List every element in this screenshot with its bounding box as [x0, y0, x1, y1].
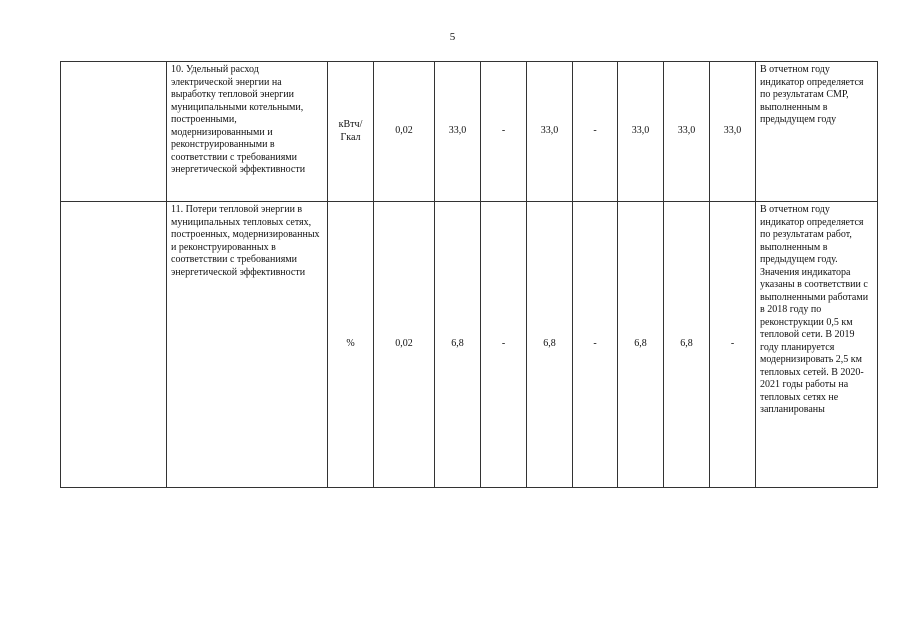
table-row	[61, 62, 878, 202]
indicators-table	[60, 61, 878, 488]
value-cell: 0,02	[374, 62, 435, 202]
table-row	[61, 202, 878, 488]
value-cell: 6,8	[435, 202, 481, 488]
value-cell: -	[573, 62, 618, 202]
value-cell: 33,0	[710, 62, 756, 202]
value-cell: 33,0	[664, 62, 710, 202]
indicator-name: 10. Удельный расход электрической энергии на выработку тепловой энергии муниципальными котельными, построенными, модернизированными и реконструированными в соответствии с требованиями энергетической эффективности	[167, 62, 328, 202]
value-cell: 6,8	[618, 202, 664, 488]
note-cell: В отчетном году индикатор определяется по результатам работ, выполненным в предыдущем году. Значения индикатора указаны в соответствии с выполненными работами в 2018 году по реконструкции 0,5 км тепловой сети. В 2019 году планируется модернизировать 2,5 км тепловых сетей. В 2020-2021 годы работы на тепловых сетях не запланированы	[756, 202, 878, 488]
unit-cell: кВтч/ Гкал	[328, 62, 374, 202]
value-cell: 33,0	[435, 62, 481, 202]
note-cell: В отчетном году индикатор определяется по результатам СМР, выполненным в предыдущем году	[756, 62, 878, 202]
value-cell: 6,8	[664, 202, 710, 488]
value-cell: -	[573, 202, 618, 488]
value-cell: -	[481, 202, 527, 488]
value-cell: 6,8	[527, 202, 573, 488]
value-cell: -	[710, 202, 756, 488]
value-cell: -	[481, 62, 527, 202]
unit-cell: %	[328, 202, 374, 488]
value-cell: 33,0	[618, 62, 664, 202]
page-number: 5	[449, 31, 456, 43]
value-cell: 0,02	[374, 202, 435, 488]
empty-cell	[61, 62, 167, 202]
value-cell: 33,0	[527, 62, 573, 202]
indicator-name: 11. Потери тепловой энергии в муниципальных тепловых сетях, построенных, модернизированных и реконструированных в соответствии с требованиями энергетической эффективности	[167, 202, 328, 488]
empty-cell	[61, 202, 167, 488]
